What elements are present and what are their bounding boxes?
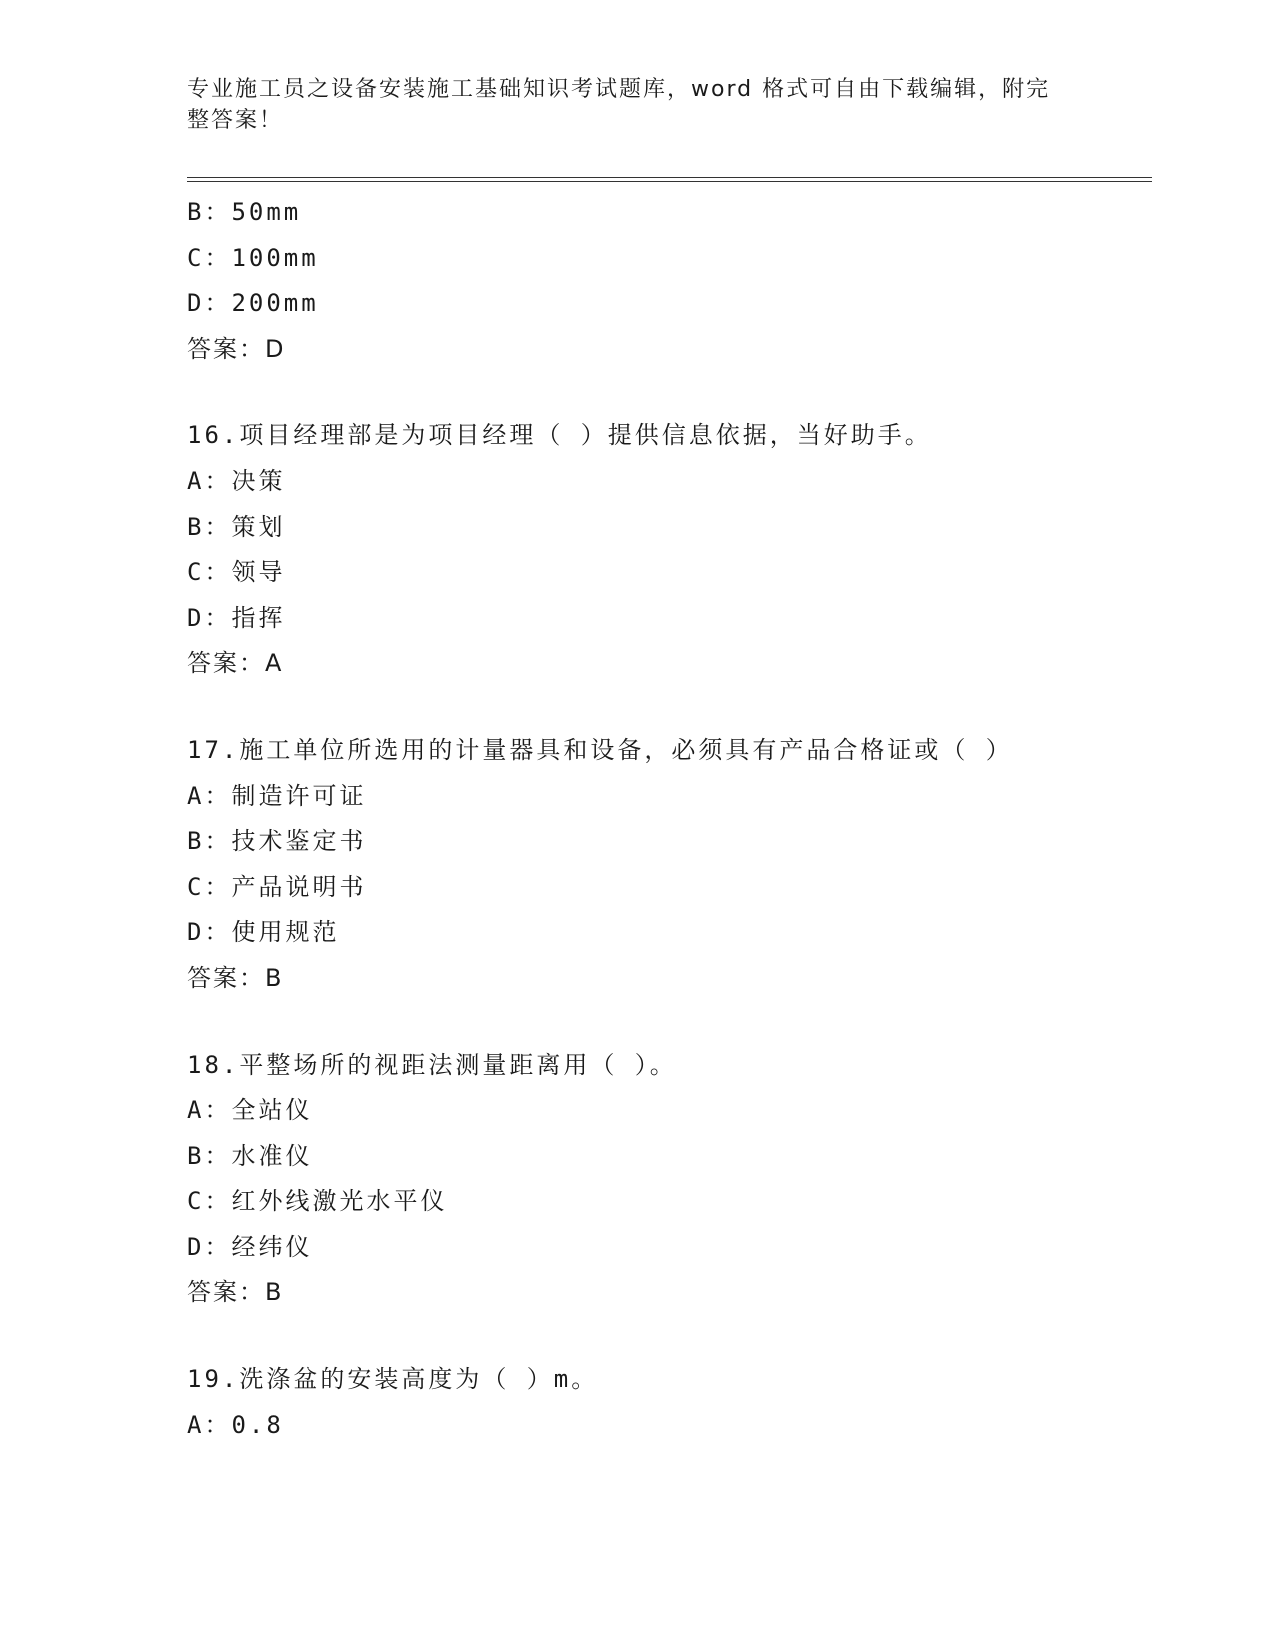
option-b: B：50mm [187, 198, 302, 226]
question-18 [187, 1043, 1147, 1317]
question-19 [187, 1357, 1147, 1448]
answer-line: 答案：D [187, 334, 286, 363]
option-c: C：领导 [187, 558, 286, 587]
option-c: C：100mm [187, 243, 319, 272]
option-a: A：制造许可证 [187, 781, 367, 810]
answer-line: 答案：A [187, 649, 284, 678]
option-c: C：红外线激光水平仪 [187, 1187, 448, 1216]
question-stem: 17.施工单位所选用的计量器具和设备，必须具有产品合格证或（ ） [187, 735, 1013, 764]
option-b: B：策划 [187, 512, 286, 541]
option-d: D：使用规范 [187, 918, 340, 947]
header-line-2: 整答案！ [187, 108, 284, 133]
question-16 [187, 413, 1147, 687]
option-a: A：全站仪 [187, 1096, 313, 1125]
option-a: A：决策 [187, 466, 286, 495]
document-header [187, 74, 1087, 136]
header-divider [187, 177, 1152, 182]
option-d: D：指挥 [187, 603, 286, 632]
answer-line: 答案：B [187, 963, 284, 992]
question-stem: 18.平整场所的视距法测量距离用（ ）。 [187, 1050, 677, 1079]
option-d: D：200mm [187, 289, 319, 318]
option-b: B：技术鉴定书 [187, 827, 367, 856]
header-line-1: 专业施工员之设备安装施工基础知识考试题库，word 格式可自由下载编辑，附完 [187, 77, 1051, 102]
question-stem: 16.项目经理部是为项目经理（ ）提供信息依据，当好助手。 [187, 421, 932, 450]
option-c: C：产品说明书 [187, 872, 367, 901]
option-a: A：0.8 [187, 1410, 284, 1439]
answer-line: 答案：B [187, 1278, 284, 1307]
question-stem: 19.洗涤盆的安装高度为（ ）m。 [187, 1365, 599, 1394]
question-17 [187, 728, 1147, 1002]
question-15-continued [187, 190, 1147, 372]
option-b: B：水准仪 [187, 1141, 313, 1170]
question-list [187, 190, 1147, 1448]
option-d: D：经纬仪 [187, 1232, 313, 1261]
